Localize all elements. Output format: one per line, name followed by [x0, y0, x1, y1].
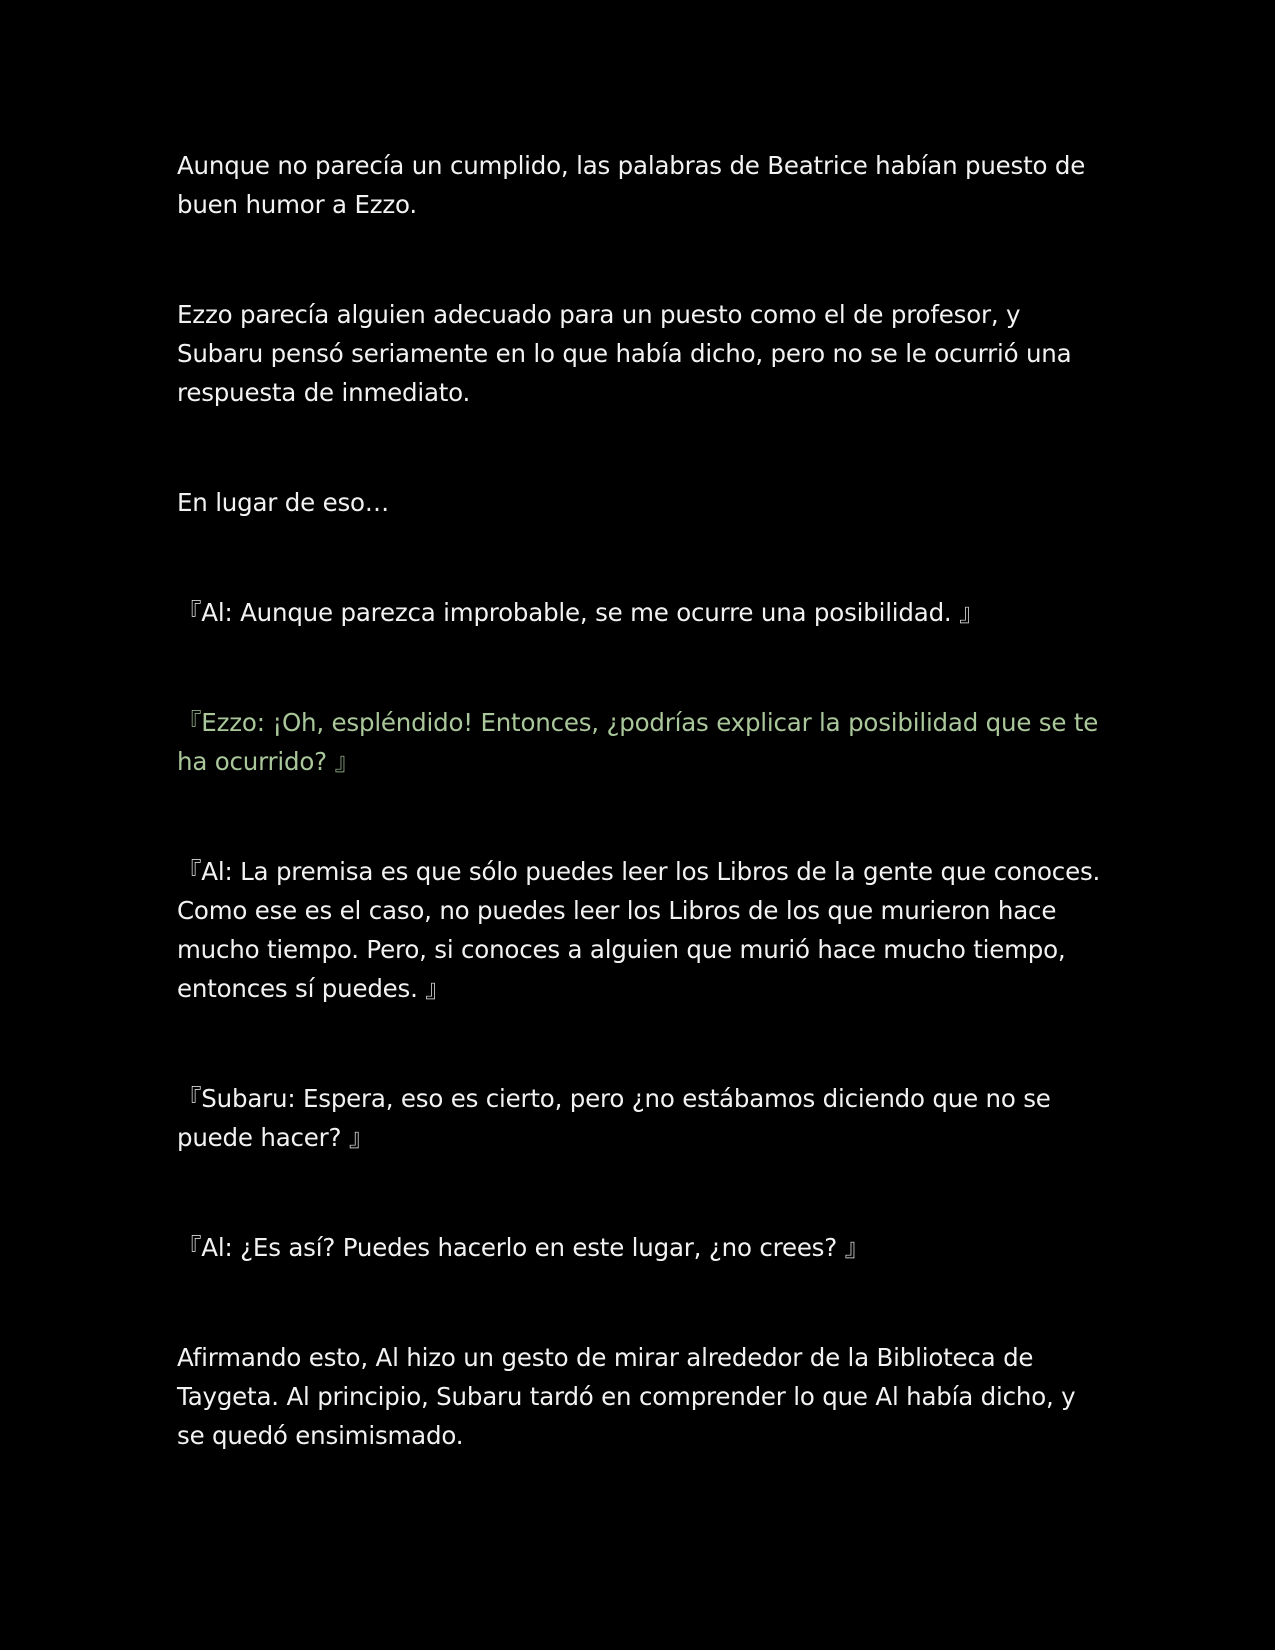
narration-paragraph: Afirmando esto, Al hizo un gesto de mirar alrededor de la Biblioteca de Taygeta. Al principio, Subaru tardó en comprender lo que Al había dicho, y se quedó ensimismado. [177, 1343, 1076, 1450]
document-page [177, 146, 1107, 1526]
dialogue-subaru: 『Subaru: Espera, eso es cierto, pero ¿no estábamos diciendo que no se puede hacer? 』 [177, 1084, 1051, 1152]
dialogue-al: 『Al: La premisa es que sólo puedes leer los Libros de la gente que conoces. Como ese es el caso, no puedes leer los Libros de los que murieron hace mucho tiempo. Pero, si conoces a alguien que murió hace mucho tiempo, entonces sí puedes. 』 [177, 857, 1101, 1003]
narration-paragraph: Aunque no parecía un cumplido, las palabras de Beatrice habían puesto de buen humor a Ezzo. [177, 151, 1086, 219]
narration-paragraph: Ezzo parecía alguien adecuado para un puesto como el de profesor, y Subaru pensó seriamente en lo que había dicho, pero no se le ocurrió una respuesta de inmediato. [177, 300, 1072, 407]
narration-paragraph: En lugar de eso… [177, 488, 390, 517]
dialogue-al: 『Al: ¿Es así? Puedes hacerlo en este lugar, ¿no crees? 』 [177, 1233, 869, 1262]
dialogue-al: 『Al: Aunque parezca improbable, se me ocurre una posibilidad. 』 [177, 598, 984, 627]
dialogue-ezzo: 『Ezzo: ¡Oh, espléndido! Entonces, ¿podrías explicar la posibilidad que se te ha ocurrido? 』 [177, 708, 1099, 776]
